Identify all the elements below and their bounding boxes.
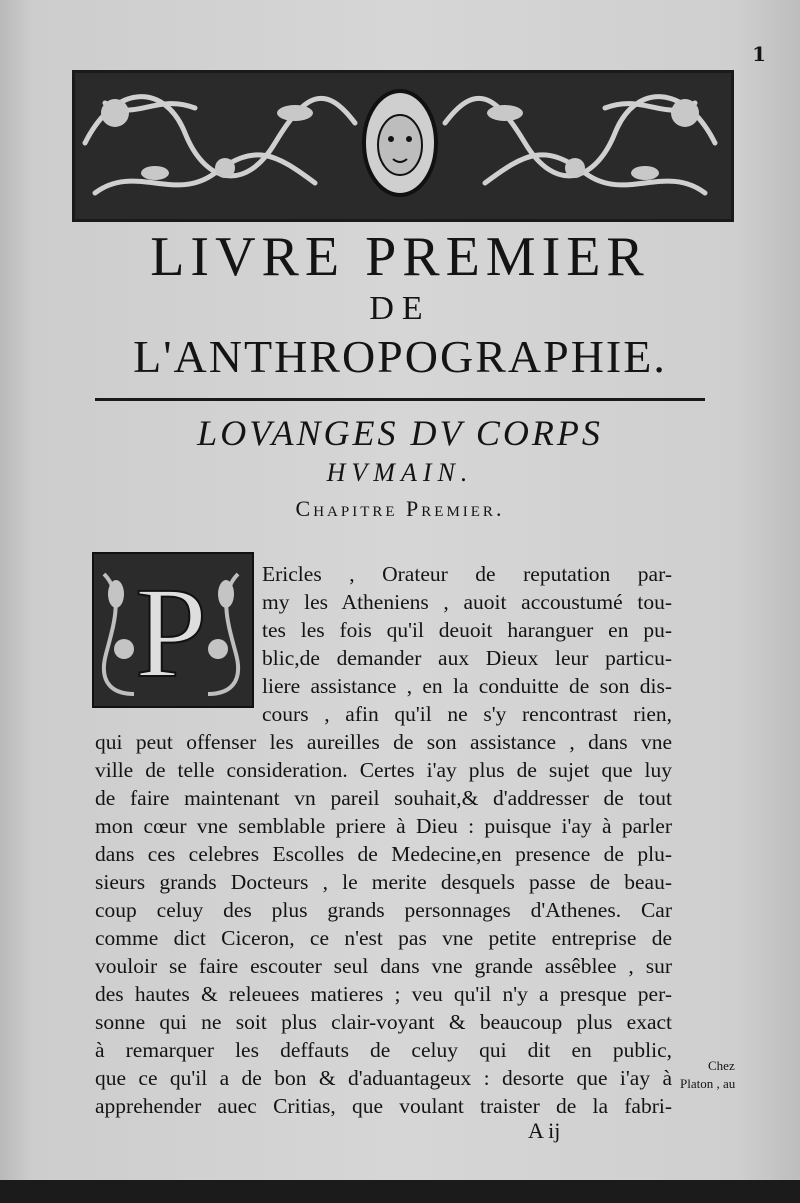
text-line: qui peut offenser les aureilles de son assistance , dans vne: [95, 730, 672, 754]
book-title-line2: DE: [369, 290, 431, 327]
text-line: vouloir se faire escouter seul dans vne grande assêblee , sur: [95, 954, 672, 978]
text-line: des hautes & releuees matieres ; veu qu'il n'y a presque per-: [95, 982, 672, 1006]
section-heading-line1: LOVANGES DV CORPS: [197, 413, 603, 453]
text-line: sonne qui ne soit plus clair-voyant & beaucoup plus exact: [95, 1010, 672, 1034]
book-title-line1: LIVRE PREMIER: [150, 226, 650, 288]
text-line: coup celuy des plus grands personnages d'Athenes. Car: [95, 898, 672, 922]
text-line: dans ces celebres Escolles de Medecine,en presence de plu-: [95, 842, 672, 866]
text-line: comme dict Ciceron, ce n'est pas vne petite entreprise de: [95, 926, 672, 950]
text-line: my les Atheniens , auoit accoustumé tou-: [262, 590, 672, 614]
text-line: de faire maintenant vn pareil souhait,& d'addresser de tout: [95, 786, 672, 810]
text-line: ville de telle consideration. Certes i'ay plus de sujet que luy: [95, 758, 672, 782]
page-number: 1: [752, 42, 766, 66]
text-line: mon cœur vne semblable priere à Dieu : puisque i'ay à parler: [95, 814, 672, 838]
dropcap-letter: P: [134, 561, 208, 702]
chapter-heading: Chapitre Premier.: [295, 496, 505, 521]
catchword-line2: Platon , au: [680, 1076, 736, 1091]
signature-mark: A ij: [528, 1118, 561, 1143]
text-line: tes les fois qu'il deuoit haranguer en pu-: [262, 618, 672, 642]
text-line: liere assistance , en la conduitte de son dis-: [262, 674, 672, 698]
decorated-initial: [92, 552, 254, 708]
horizontal-rule: [95, 398, 705, 401]
catchword-line1: Chez: [708, 1058, 735, 1073]
woodcut-headpiece: [72, 70, 734, 222]
text-line: sieurs grands Docteurs , le merite desquels passe de beau-: [95, 870, 672, 894]
book-title-line3: L'ANTHROPOGRAPHIE.: [133, 331, 667, 382]
text-line: Ericles , Orateur de reputation par-: [262, 562, 672, 586]
text-line: apprehender auec Critias, que voulant traister de la fabri-: [95, 1094, 672, 1118]
text-line: que ce qu'il a de bon & d'aduantageux : desorte que i'ay à: [95, 1066, 672, 1090]
text-line: blic,de demander aux Dieux leur particu-: [262, 646, 672, 670]
section-heading-line2: HVMAIN.: [326, 458, 474, 487]
text-line: cours , afin qu'il ne s'y rencontrast rien,: [262, 702, 672, 726]
text-line: à remarquer les deffauts de celuy qui dit en public,: [95, 1038, 672, 1062]
